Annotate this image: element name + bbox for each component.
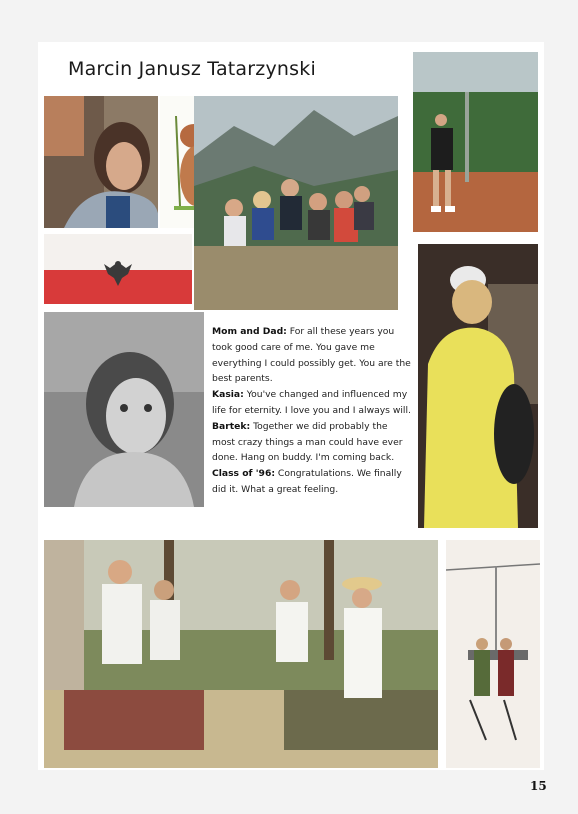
tribute-paragraph: [212, 324, 412, 387]
family-picnic-photo: [44, 540, 438, 768]
ski-lift-photo: [446, 540, 540, 768]
tribute-recipient: Kasia:: [212, 389, 244, 401]
tribute-message: Congratulations. We finally did it. What a great feeling.: [212, 468, 402, 495]
student-name: Marcin Janusz Tatarzynski: [68, 58, 316, 80]
tribute-message: For all these years you took good care of me. You gave me everything I could possibly get. You are the best parents.: [212, 326, 411, 385]
polish-flag: [44, 234, 192, 304]
tribute-recipient: Mom and Dad:: [212, 326, 287, 337]
tribute-paragraph: [212, 419, 412, 466]
tribute-text: [212, 324, 412, 498]
tribute-recipient: Bartek:: [212, 420, 251, 432]
tribute-recipient: Class of '96:: [212, 468, 276, 480]
portrait-photo: [44, 96, 158, 228]
tribute-paragraph: [212, 466, 412, 498]
tribute-paragraph: [212, 387, 412, 419]
raincoat-photo: [418, 244, 538, 528]
mountain-group-photo: [194, 96, 398, 310]
baby-photo: [44, 312, 204, 507]
tribute-message: You've changed and influenced my life for eternity. I love you and I always will.: [212, 389, 411, 416]
tribute-message: Together we did probably the most crazy things a man could have ever done. Hang on buddy. I'm coming back.: [212, 420, 403, 464]
page-number: 15: [530, 779, 547, 793]
tennis-photo: [413, 52, 538, 232]
